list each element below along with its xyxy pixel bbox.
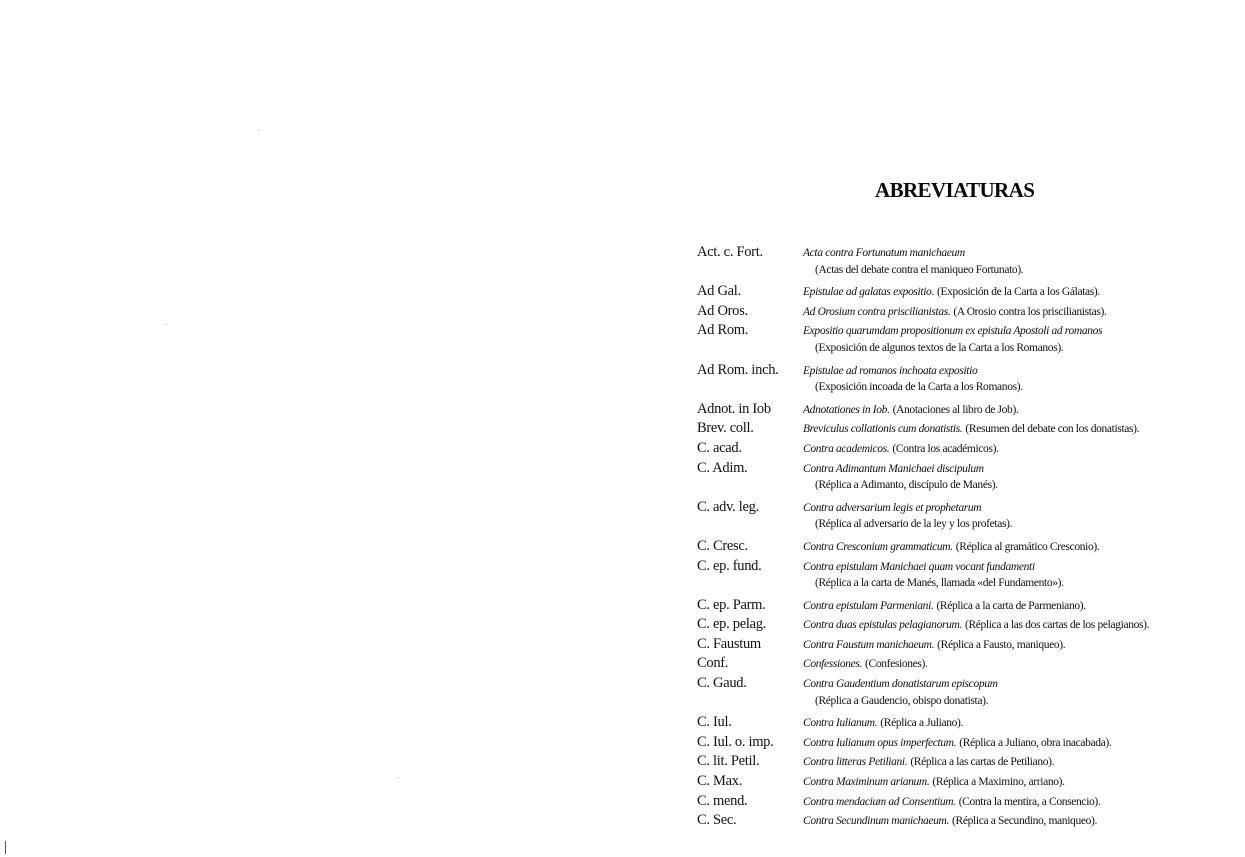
latin-work-title: Contra epistulam Manichaei quam vocant fundamenti	[803, 560, 1035, 573]
entry-row	[697, 616, 1242, 636]
abbreviation-term: C. ep. pelag.	[697, 616, 766, 633]
spanish-translation: (Exposición de la Carta a los Gálatas).	[936, 286, 1100, 299]
entry-row	[697, 244, 1242, 264]
entry-row	[697, 753, 1242, 773]
abbreviation-entry	[697, 636, 1242, 656]
latin-work-title: Ad Orosium contra priscilianistas.	[803, 305, 951, 318]
abbreviation-description	[803, 404, 1018, 416]
abbreviation-description	[803, 541, 1099, 553]
latin-work-title: Contra Cresconium grammaticum.	[803, 540, 953, 553]
abbreviation-term: C. Cresc.	[697, 537, 748, 554]
entry-row	[697, 558, 1242, 578]
entry-row	[697, 675, 1242, 695]
abbreviation-entry	[697, 558, 1242, 597]
paper-speck	[165, 324, 167, 325]
abbreviation-term: C. Max.	[697, 773, 743, 790]
entry-row	[697, 773, 1242, 793]
abbreviation-description	[803, 463, 984, 475]
entry-row	[697, 812, 1242, 832]
spanish-translation-continued: (Exposición incoada de la Carta a los Romanos).	[815, 381, 1023, 394]
latin-work-title: Contra litteras Petiliani.	[803, 756, 908, 769]
latin-work-title: Confessiones.	[803, 658, 863, 671]
abbreviation-description	[803, 737, 1111, 749]
abbreviation-description	[803, 600, 1086, 612]
entry-row	[697, 636, 1242, 656]
abbreviation-term: C. Gaud.	[697, 675, 747, 692]
abbreviation-description	[803, 247, 965, 259]
abbreviation-description	[803, 776, 1065, 788]
spanish-translation: (Réplica a las cartas de Petiliano).	[910, 756, 1055, 769]
abbreviation-entry	[697, 597, 1242, 617]
abbreviation-entry	[697, 734, 1242, 754]
spanish-translation-continued: (Réplica a Adimanto, discípulo de Manés).	[815, 479, 998, 492]
latin-work-title: Contra Secundinum manichaeum.	[803, 815, 950, 828]
spanish-translation: (Réplica a Fausto, maniqueo).	[937, 638, 1066, 651]
abbreviation-description	[803, 325, 1102, 337]
abbreviation-term: Ad Gal.	[697, 283, 741, 300]
abbreviation-entry	[697, 283, 1242, 303]
spanish-translation: (Resumen del debate con los donatistas).	[965, 423, 1140, 436]
abbreviation-term: C. Iul.	[697, 714, 732, 731]
abbreviation-description	[803, 443, 999, 455]
spanish-translation: (Confesiones).	[865, 658, 928, 671]
abbreviation-term: C. Sec.	[697, 812, 737, 829]
abbreviation-term: Ad Rom.	[697, 322, 749, 339]
spanish-translation: (Réplica al gramático Cresconio).	[955, 540, 1100, 553]
right-page	[622, 0, 1245, 857]
abbreviation-entry	[697, 440, 1242, 460]
abbreviation-entry	[697, 244, 1242, 283]
spanish-translation: (Contra los académicos).	[892, 442, 999, 455]
abbreviation-description	[803, 619, 1149, 631]
latin-work-title: Contra Maximinum arianum.	[803, 776, 930, 789]
abbreviation-term: C. Faustum	[697, 635, 761, 652]
abbreviation-description	[803, 423, 1139, 435]
paper-speck	[397, 777, 399, 778]
page-edge-mark	[5, 841, 6, 854]
latin-work-title: Contra epistulam Parmeniani.	[803, 599, 934, 612]
latin-work-title: Contra academicos.	[803, 442, 890, 455]
abbreviation-list	[697, 244, 1242, 832]
abbreviation-description	[803, 502, 981, 514]
paper-speck	[258, 130, 260, 131]
abbreviation-entry	[697, 675, 1242, 714]
abbreviation-description	[803, 286, 1100, 298]
abbreviation-term: C. adv. leg.	[697, 498, 759, 515]
spanish-translation: (A Orosio contra los priscilianistas).	[953, 305, 1107, 318]
entry-row	[697, 714, 1242, 734]
latin-work-title: Contra Faustum manichaeum.	[803, 638, 935, 651]
spanish-translation-continued: (Réplica al adversario de la ley y los profetas).	[815, 518, 1013, 531]
latin-work-title: Acta contra Fortunatum manichaeum	[803, 247, 965, 259]
abbreviation-description	[803, 717, 963, 729]
latin-work-title: Contra Adimantum Manichaei discipulum	[803, 462, 984, 475]
abbreviation-description	[803, 756, 1054, 768]
abbreviation-term: Ad Oros.	[697, 302, 748, 319]
abbreviation-entry	[697, 812, 1242, 832]
entry-row	[697, 460, 1242, 480]
page-title: ABREVIATURAS	[875, 178, 1035, 202]
abbreviation-entry	[697, 793, 1242, 813]
abbreviation-entry	[697, 655, 1242, 675]
spanish-translation-continued: (Actas del debate contra el maniqueo Fortunato).	[815, 263, 1024, 276]
abbreviation-entry	[697, 616, 1242, 636]
abbreviation-description	[803, 658, 928, 670]
abbreviation-description	[803, 639, 1065, 651]
latin-work-title: Adnotationes in Iob.	[803, 403, 890, 416]
entry-row	[697, 303, 1242, 323]
abbreviation-description	[803, 306, 1107, 318]
abbreviation-term: Act. c. Fort.	[697, 244, 763, 260]
latin-work-title: Contra Iulianum.	[803, 717, 878, 730]
abbreviation-entry	[697, 322, 1242, 361]
abbreviation-entry	[697, 714, 1242, 734]
entry-row	[697, 499, 1242, 519]
abbreviation-entry	[697, 538, 1242, 558]
abbreviation-term: C. Adim.	[697, 459, 748, 476]
latin-work-title: Breviculus collationis cum donatistis.	[803, 423, 963, 436]
entry-row	[697, 322, 1242, 342]
entry-row	[697, 440, 1242, 460]
abbreviation-term: Conf.	[697, 655, 729, 672]
latin-work-title: Contra Iulianum opus imperfectum.	[803, 736, 957, 749]
abbreviation-term: Ad Rom. inch.	[697, 361, 779, 378]
abbreviation-term: C. mend.	[697, 792, 748, 809]
abbreviation-description	[803, 365, 977, 377]
left-page-blank	[0, 0, 622, 857]
spanish-translation: (Réplica a Secundino, maniqueo).	[952, 815, 1098, 828]
abbreviation-term: C. Iul. o. imp.	[697, 733, 774, 750]
abbreviation-term: C. ep. Parm.	[697, 596, 766, 613]
spanish-translation: (Anotaciones al libro de Job).	[892, 403, 1019, 416]
abbreviation-term: Brev. coll.	[697, 420, 754, 437]
spanish-translation: (Contra la mentira, a Consencio).	[958, 795, 1101, 808]
abbreviation-entry	[697, 362, 1242, 401]
entry-row	[697, 538, 1242, 558]
entry-row	[697, 420, 1242, 440]
latin-work-title: Contra Gaudentium donatistarum episcopum	[803, 678, 998, 691]
abbreviation-entry	[697, 303, 1242, 323]
entry-row	[697, 655, 1242, 675]
latin-work-title: Contra mendacium ad Consentium.	[803, 795, 956, 808]
abbreviation-description	[803, 561, 1035, 573]
abbreviation-term: C. ep. fund.	[697, 557, 762, 574]
entry-row	[697, 734, 1242, 754]
spanish-translation: (Réplica a Juliano, obra inacabada).	[959, 736, 1112, 749]
entry-row	[697, 401, 1242, 421]
abbreviation-entry	[697, 773, 1242, 793]
abbreviation-entry	[697, 401, 1242, 421]
entry-row	[697, 793, 1242, 813]
abbreviation-entry	[697, 420, 1242, 440]
abbreviation-term: Adnot. in Iob	[697, 400, 771, 417]
abbreviation-entry	[697, 499, 1242, 538]
spanish-translation: (Réplica a las dos cartas de los pelagianos).	[964, 619, 1150, 632]
abbreviation-entry	[697, 460, 1242, 499]
entry-row	[697, 283, 1242, 303]
spanish-translation-continued: (Réplica a la carta de Manés, llamada «del Fundamento»).	[815, 577, 1064, 590]
spanish-translation: (Réplica a la carta de Parmeniano).	[936, 599, 1086, 612]
spanish-translation: (Réplica a Juliano).	[880, 717, 963, 730]
latin-work-title: Epistulae ad galatas expositio.	[803, 286, 934, 299]
abbreviation-term: C. lit. Petil.	[697, 753, 760, 770]
abbreviation-description	[803, 796, 1100, 808]
latin-work-title: Epistulae ad romanos inchoata expositio	[803, 364, 978, 377]
spanish-translation: (Réplica a Maximino, arriano).	[932, 776, 1065, 789]
spanish-translation-continued: (Réplica a Gaudencio, obispo donatista).	[815, 694, 989, 707]
abbreviation-entry	[697, 753, 1242, 773]
spanish-translation-continued: (Exposición de algunos textos de la Carta a los Romanos).	[815, 341, 1064, 354]
entry-row	[697, 597, 1242, 617]
entry-row	[697, 362, 1242, 382]
abbreviation-term: C. acad.	[697, 439, 742, 456]
abbreviation-description	[803, 815, 1097, 827]
abbreviation-description	[803, 678, 998, 690]
latin-work-title: Expositio quarumdam propositionum ex epistula Apostoli ad romanos	[803, 325, 1103, 338]
latin-work-title: Contra adversarium legis et prophetarum	[803, 501, 982, 514]
latin-work-title: Contra duas epistulas pelagianorum.	[803, 619, 962, 632]
